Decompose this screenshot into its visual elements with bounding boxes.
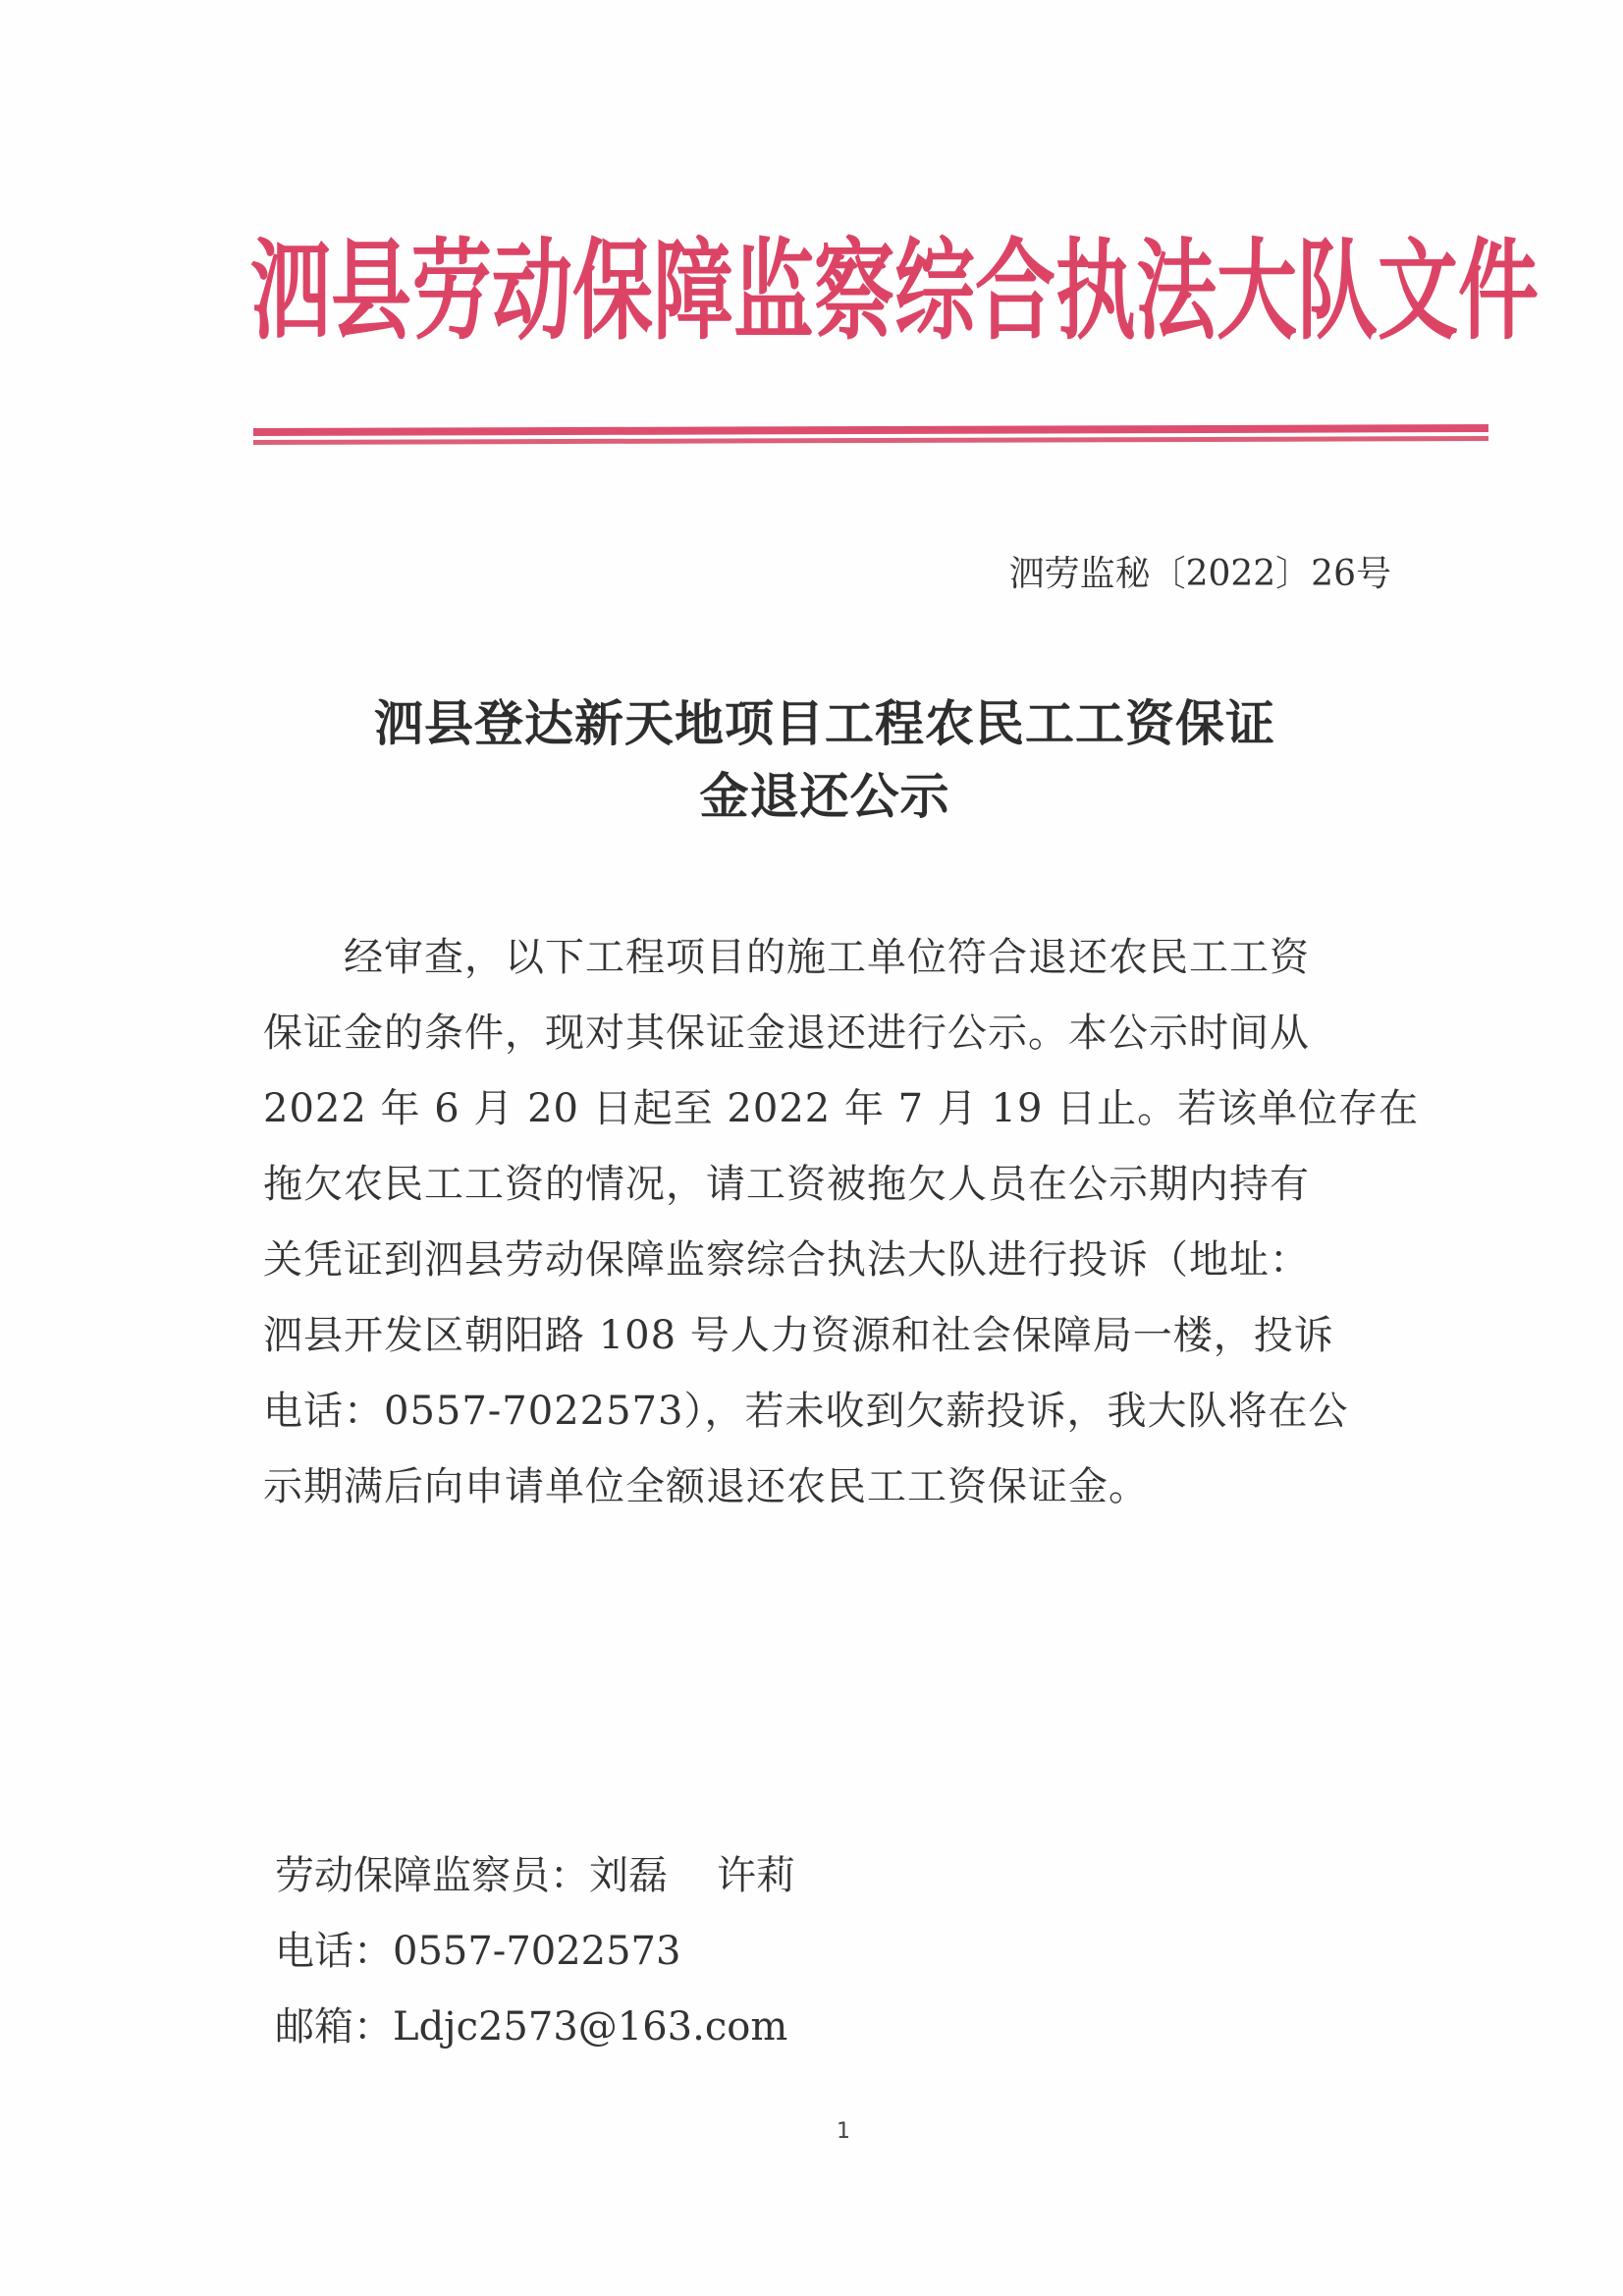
body-line: 2022 年 6 月 20 日起至 2022 年 7 月 19 日止。若该单位存在	[263, 1086, 1420, 1131]
body-line: 保证金的条件，现对其保证金退还进行公示。本公示时间从	[263, 1011, 1310, 1056]
inspector-name: 刘磊	[589, 1853, 668, 1898]
document-title-line-2: 金退还公示	[699, 768, 950, 825]
phone-number: 0557-7022573	[393, 1929, 681, 1974]
email-address: Ldjc2573@163.com	[393, 2004, 788, 2050]
phone-label: 电话：	[275, 1929, 393, 1974]
inspector-name: 许莉	[717, 1853, 795, 1898]
inspectors-label: 劳动保障监察员：	[275, 1853, 589, 1898]
email-label: 邮箱：	[275, 2004, 393, 2050]
divider-thick-line	[253, 424, 1488, 436]
body-line: 拖欠农民工工资的情况，请工资被拖欠人员在公示期内持有	[263, 1162, 1310, 1207]
body-line: 泗县开发区朝阳路 108 号人力资源和社会保障局一楼，投诉	[263, 1313, 1334, 1358]
email-line	[275, 1997, 787, 2056]
inspectors-line	[275, 1846, 795, 1905]
body-line: 示期满后向申请单位全额退还农民工工资保证金。	[263, 1464, 1149, 1509]
phone-line	[275, 1922, 680, 1981]
red-header-divider	[253, 424, 1488, 454]
issuing-authority-header: 泗县劳动保障监察综合执法大队文件	[250, 229, 1540, 355]
page-number: 1	[837, 2119, 850, 2144]
body-line: 电话：0557-7022573），若未收到欠薪投诉，我大队将在公	[263, 1389, 1349, 1434]
divider-thin-line	[253, 436, 1488, 445]
document-title-line-1: 泗县登达新天地项目工程农民工工资保证	[374, 695, 1275, 752]
document-number: 泗劳监秘〔2022〕26号	[1008, 554, 1391, 594]
body-line: 经审查，以下工程项目的施工单位符合退还农民工工资	[263, 935, 1310, 980]
body-line: 关凭证到泗县劳动保障监察综合执法大队进行投诉（地址：	[263, 1237, 1310, 1283]
